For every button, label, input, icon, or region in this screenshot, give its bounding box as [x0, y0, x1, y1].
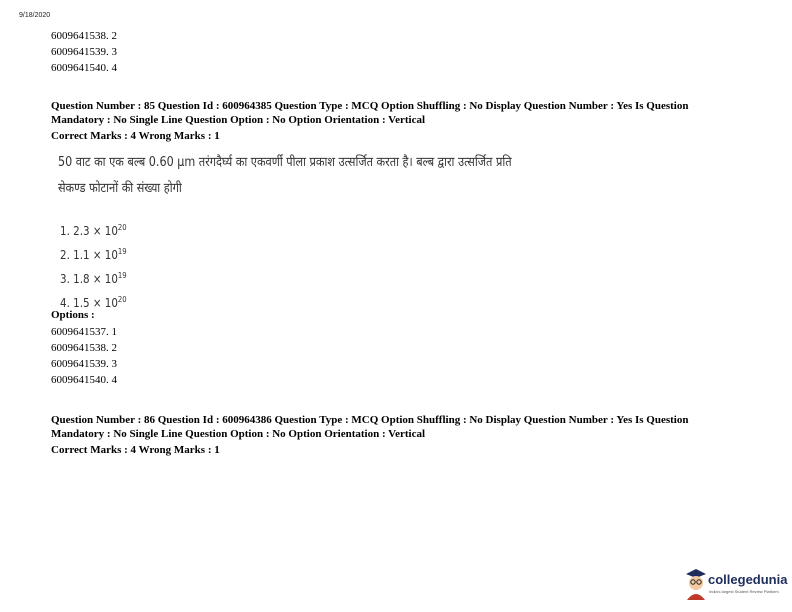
option-id: 6009641538. 2	[51, 342, 117, 354]
options-list	[51, 324, 117, 388]
option-id: 6009641538. 2	[51, 30, 117, 42]
question-meta-line: Mandatory : No Single Line Question Option : No Option Orientation : Vertical	[51, 114, 426, 126]
option-id: 6009641540. 4	[51, 62, 117, 74]
previous-options-list	[51, 28, 117, 76]
question-85-header	[51, 99, 756, 143]
question-meta-line: Question Number : 85 Question Id : 600964385 Question Type : MCQ Option Shuffling : No Display Question Number : Yes Is Question	[51, 100, 689, 112]
option-id: 6009641539. 3	[51, 46, 117, 58]
option-id: 6009641540. 4	[51, 374, 117, 386]
answer-choice: 3. $1.8 \times 10^{19}$	[60, 271, 127, 286]
answer-choices	[60, 216, 127, 312]
option-id: 6009641537. 1	[51, 326, 117, 338]
question-marks: Correct Marks : 4 Wrong Marks : 1	[51, 130, 220, 142]
question-meta-line: Mandatory : No Single Line Question Option : No Option Orientation : Vertical	[51, 428, 426, 440]
mascot-icon	[684, 566, 708, 600]
question-text-line: 50 वाट का एक बल्ब 0.60 μm तरंगदैर्घ्य का एकवर्णी पीला प्रकाश उत्सर्जित करता है। बल्ब द्वारा उत्सर्जित प्रति	[58, 155, 512, 170]
question-meta-line: Question Number : 86 Question Id : 600964386 Question Type : MCQ Option Shuffling : No Display Question Number : Yes Is Question	[51, 414, 689, 426]
logo-wordmark: collegedunia	[708, 572, 788, 587]
answer-choice: 2. $1.1 \times 10^{19}$	[60, 247, 127, 262]
option-id: 6009641539. 3	[51, 358, 117, 370]
question-86-header	[51, 413, 756, 457]
collegedunia-logo	[684, 566, 790, 602]
question-marks: Correct Marks : 4 Wrong Marks : 1	[51, 444, 220, 456]
question-text-line: सेकण्ड फोटानों की संख्या होगी	[58, 181, 182, 196]
print-date: 9/18/2020	[19, 12, 51, 19]
answer-choice: 1. $2.3 \times 10^{20}$	[60, 223, 127, 238]
answer-choice: 4. $1.5 \times 10^{20}$	[60, 295, 127, 310]
options-label: Options :	[51, 309, 95, 321]
logo-tagline: India's largest Student Review Platform	[709, 589, 779, 594]
